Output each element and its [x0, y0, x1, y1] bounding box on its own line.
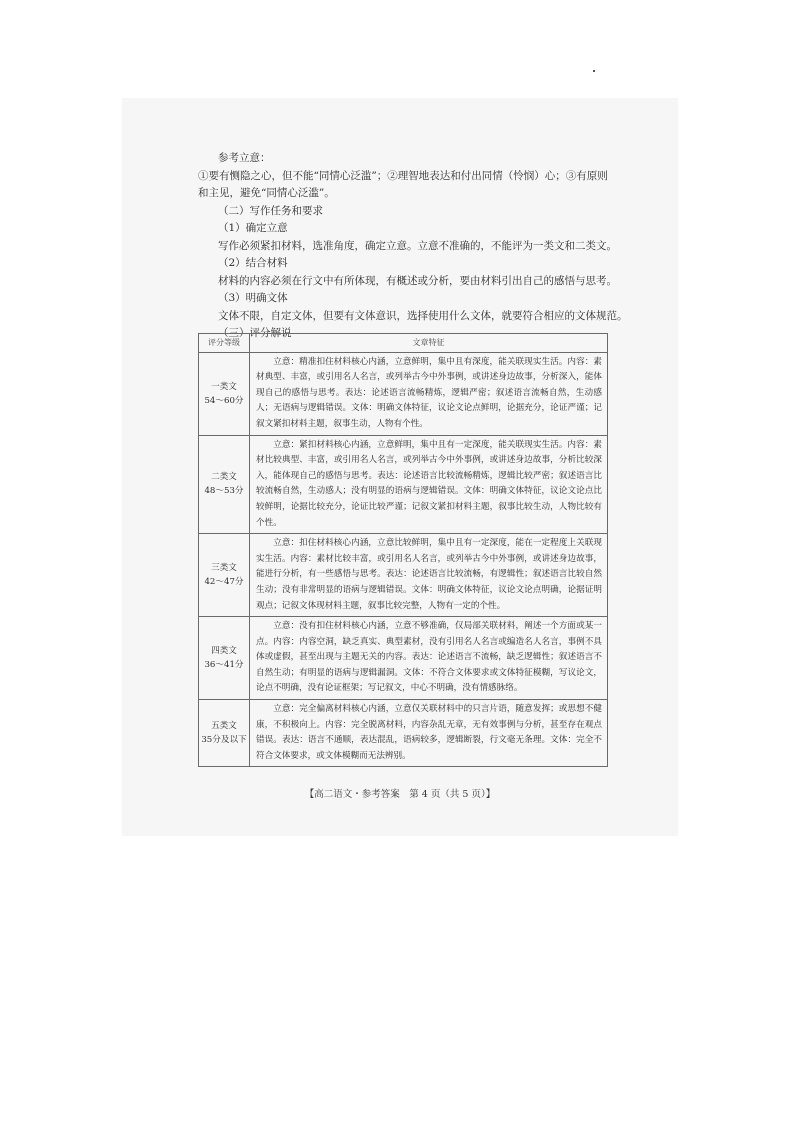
table-row — [199, 534, 608, 617]
header-description: 文章特征 — [250, 334, 608, 353]
item-combine-material: （2）结合材料 — [218, 257, 288, 269]
description-cell — [250, 352, 608, 435]
grade-range: 35分及以下 — [201, 735, 247, 746]
description-text: 立意：完全偏离材料核心内涵，立意仅关联材料中的只言片语，随意发挥；或思想不健康，不积极向上。内容：完全脱离材料，内容杂乱无章，无有效事例与分析，甚至存在观点错误。表达：语言不通顺，表达混乱，语病较多，逻辑断裂，行文毫无条理。文体：完全不符合文体要求，或文体模糊而无法辨别。 — [256, 704, 602, 761]
grade-cell — [199, 700, 250, 767]
header-grade: 评分等级 — [199, 334, 250, 353]
grade-cell — [199, 617, 250, 700]
answer-key-text — [198, 150, 628, 343]
grade-cell — [199, 534, 250, 617]
grade-name: 二类文 — [211, 472, 237, 483]
description-text: 立意：精准扣住材料核心内涵，立意鲜明，集中且有深度，能关联现实生活。内容：素材典型、丰富，或引用名人名言，或列举古今中外事例，或讲述身边故事，分析深入，能体现自己的感悟与思考。表达：论述语言流畅精炼，逻辑严密；叙述语言流畅自然，生动感人；无语病与逻辑错误。文体：明确文体特征，议论文论点鲜明，论据充分，论证严谨；记叙文紧扣材料主题，叙事生动，人物有个性。 — [256, 356, 602, 429]
description-cell — [250, 700, 608, 767]
description-cell — [250, 617, 608, 700]
item-genre: （3）明确文体 — [218, 292, 288, 304]
grade-range: 36～41分 — [204, 660, 244, 671]
reference-heading: 参考立意： — [218, 152, 271, 164]
grade-name: 一类文 — [211, 381, 237, 392]
page-footer: 【高二语文・参考答案 第 4 页（共 5 页）】 — [304, 789, 496, 800]
description-text: 立意：没有扣住材料核心内涵，立意不够准确，仅局部关联材料，阐述一个方面或某一点。内容：内容空洞，缺乏真实、典型素材，没有引用名人名言或编造名人名言，事例不具体或虚假，甚至出现与主题无关的内容。表达：论述语言不流畅，缺乏逻辑性；叙述语言不自然生动；有明显的语病与逻辑漏洞。文体：不符合文体要求或文体特征模糊，写议论文，论点不明确，没有论证框架；写记叙文，中心不明确，没有情感脉络。 — [256, 621, 602, 694]
grade-range: 48～53分 — [204, 486, 244, 497]
reference-text-line1: ①要有恻隐之心，但不能“同情心泛滥”；②理智地表达和付出同情（怜悯）心；③有原则 — [198, 169, 608, 182]
description-text: 立意：紧扣材料核心内涵，立意鲜明，集中且有一定深度，能关联现实生活。内容：素材比较典型、丰富，或引用名人名言，或列举古今中外事例，或讲述身边故事，分析比较深入，能体现自己的感悟与思考。表达：论述语言比较流畅精炼，逻辑比较严密；叙述语言比较流畅自然，生动感人；没有明显的语病与逻辑错误。文体：明确文体特征，议论文论点比较鲜明，论据比较充分，论证比较严谨；记叙文紧扣材料主题，叙事比较生动，人物比较有个性。 — [256, 439, 602, 528]
table-row — [199, 617, 608, 700]
table-row — [199, 700, 608, 767]
grade-range: 54～60分 — [204, 395, 244, 406]
grade-cell — [199, 352, 250, 435]
item-determine-theme-text: 写作必须紧扣材料，选准角度，确定立意。立意不准确的，不能评为一类文和二类文。 — [218, 239, 617, 252]
grade-name: 五类文 — [211, 721, 237, 732]
item-combine-material-text: 材料的内容必须在行文中有所体现，有概述或分析，要由材料引出自己的感悟与思考。 — [218, 274, 617, 287]
grade-range: 42～47分 — [204, 577, 244, 588]
scan-speck — [593, 70, 595, 72]
reference-text-line2: 和主见，避免“同情心泛滥”。 — [198, 187, 335, 199]
item-determine-theme: （1）确定立意 — [218, 222, 288, 234]
description-cell — [250, 435, 608, 534]
grade-name: 三类文 — [211, 563, 237, 574]
section-scoring: （三）评分解说 — [218, 327, 292, 339]
item-genre-text: 文体不限，自定文体，但要有文体意识，选择使用什么文体，就要符合相应的文体规范。 — [218, 309, 628, 322]
grade-name: 四类文 — [211, 646, 237, 657]
table-row — [199, 352, 608, 435]
grade-cell — [199, 435, 250, 534]
table-row — [199, 435, 608, 534]
description-text: 立意：扣住材料核心内涵，立意比较鲜明，集中且有一定深度，能在一定程度上关联现实生活。内容：素材比较丰富，或引用名人名言，或列举古今中外事例，或讲述身边故事，能进行分析，有一些感悟与思考。表达：论述语言比较流畅，有逻辑性；叙述语言比较自然生动；没有非常明显的语病与逻辑错误。文体：明确文体特征，议论文论点明确，论据证明观点；记叙文体现材料主题，叙事比较完整，人物有一定的个性。 — [256, 538, 602, 611]
description-cell — [250, 534, 608, 617]
section-writing-task: （二）写作任务和要求 — [218, 204, 323, 217]
table-header-row — [199, 334, 608, 353]
scoring-table — [198, 333, 608, 767]
